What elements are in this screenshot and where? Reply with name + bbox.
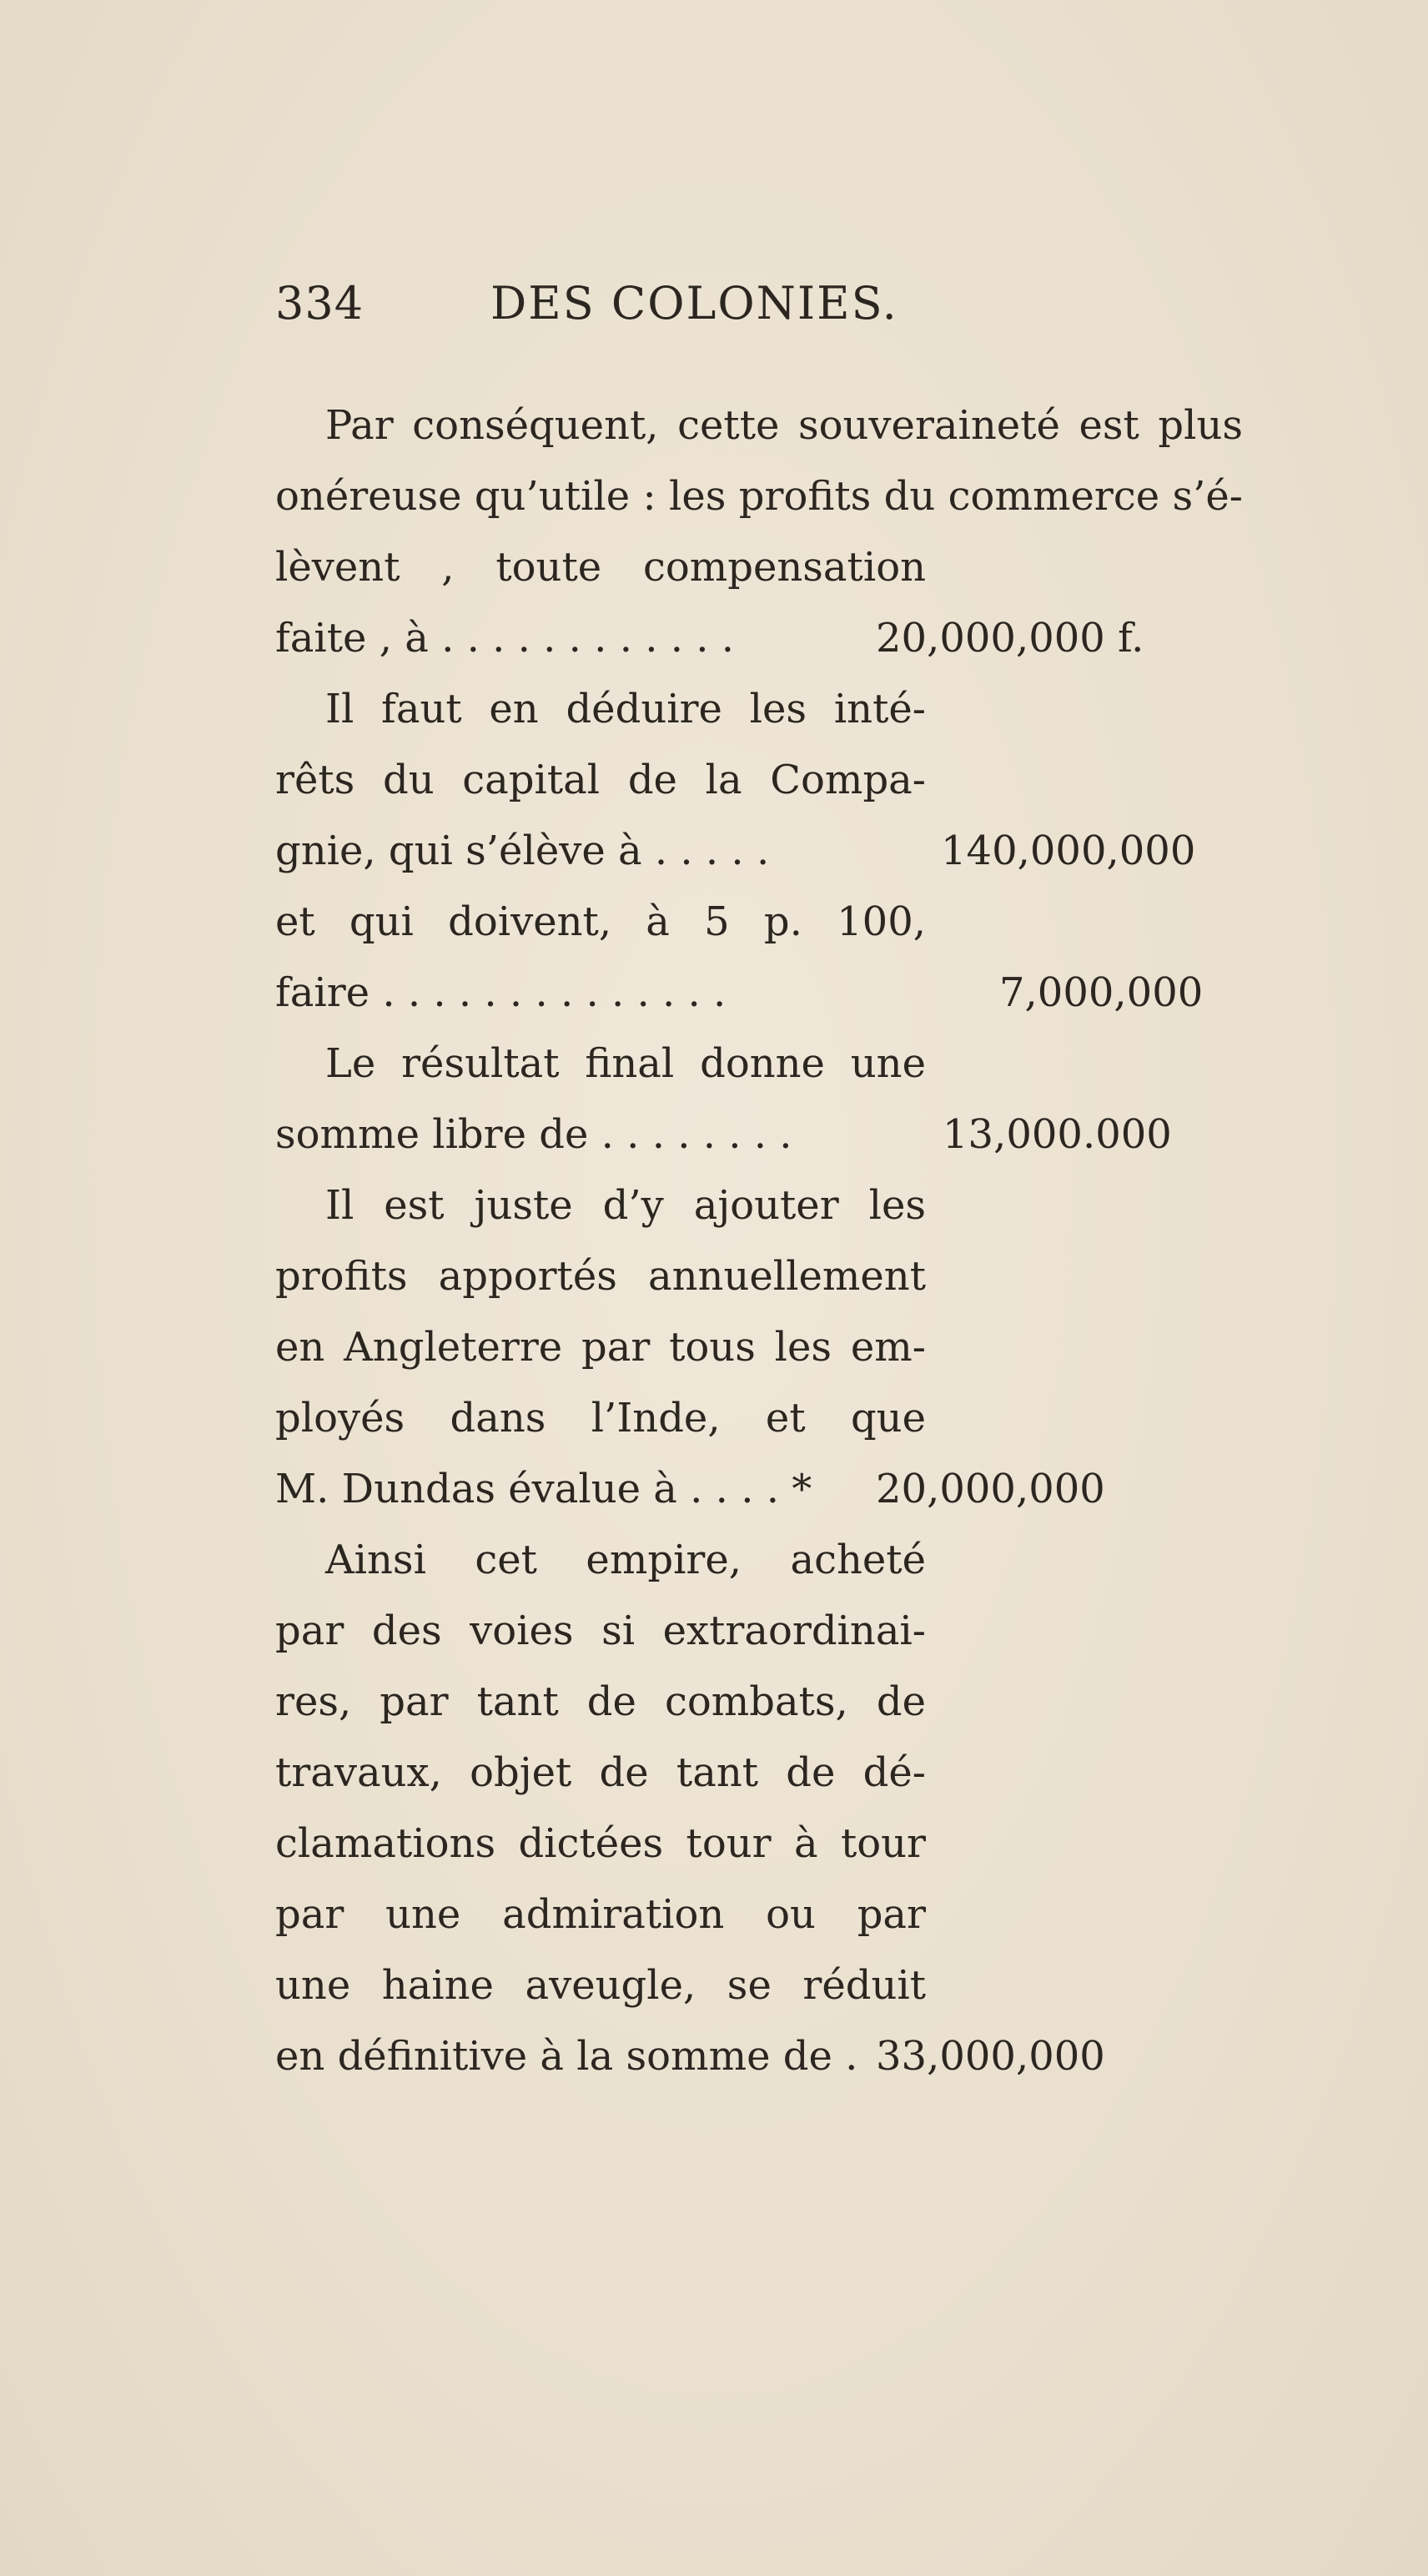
ledger-line: [275, 816, 1243, 887]
line-text: Il est juste d’y ajouter les: [325, 1182, 926, 1229]
line-text: travaux, objet de tant de dé-: [275, 1749, 926, 1796]
line-text: Le résultat final donne une: [325, 1040, 926, 1087]
text-line: [275, 1029, 1243, 1099]
line-text: et qui doivent, à 5 p. 100,: [275, 898, 926, 945]
line-text: gnie, qui s’élève à . . . . .: [275, 828, 770, 874]
ledger-line: [275, 603, 1243, 674]
line-text: Par conséquent, cette souveraineté est plus: [325, 402, 1243, 449]
text-line: [275, 532, 1243, 603]
text-line: [275, 1738, 1243, 1809]
text-line: [275, 1525, 1243, 1596]
text-line: [275, 887, 1243, 958]
amount: 7,000,000: [999, 969, 1204, 1016]
amount: 20,000,000 f.: [876, 615, 1144, 662]
line-text: faite , à . . . . . . . . . . . .: [275, 615, 735, 662]
line-text: Il faut en déduire les inté-: [325, 686, 926, 732]
amount: 20,000,000: [876, 1466, 1105, 1512]
text-line: [275, 1879, 1243, 1950]
text-line: [275, 745, 1243, 816]
text-line: [275, 1312, 1243, 1383]
text-line: [275, 1809, 1243, 1879]
line-text: une haine aveugle, se réduit: [275, 1962, 926, 2009]
amount: 140,000,000: [941, 828, 1196, 874]
line-text: par des voies si extraordinai-: [275, 1607, 926, 1654]
line-text: faire . . . . . . . . . . . . . .: [275, 969, 727, 1016]
text-line: [275, 1383, 1243, 1454]
line-text: profits apportés annuellement: [275, 1253, 926, 1300]
text-line: [275, 1950, 1243, 2021]
line-text: lèvent , toute compensation: [275, 544, 926, 591]
ledger-line: [275, 2021, 1243, 2092]
text-line: [275, 390, 1243, 461]
line-text: Ainsi cet empire, acheté: [325, 1537, 926, 1583]
amount: 33,000,000: [876, 2033, 1105, 2080]
line-text: par une admiration ou par: [275, 1891, 926, 1938]
ledger-line: [275, 958, 1243, 1029]
text-line: [275, 674, 1243, 745]
line-text: ployés dans l’Inde, et que: [275, 1395, 926, 1441]
page-number: 334: [275, 277, 365, 330]
line-text: M. Dundas évalue à . . . . *: [275, 1466, 812, 1512]
line-text: somme libre de . . . . . . . .: [275, 1111, 792, 1158]
text-line: [275, 1667, 1243, 1738]
body-text: [275, 390, 1243, 2092]
line-text: rêts du capital de la Compa-: [275, 757, 926, 803]
ledger-line: [275, 1454, 1243, 1525]
line-text: clamations dictées tour à tour: [275, 1820, 926, 1867]
amount: 13,000.000: [943, 1111, 1172, 1158]
text-line: [275, 1596, 1243, 1667]
chapter-title: DES COLONIES.: [490, 277, 898, 330]
line-text: en définitive à la somme de .: [275, 2033, 858, 2080]
line-text: onéreuse qu’utile : les profits du commerce s’é-: [275, 473, 1243, 520]
line-text: en Angleterre par tous les em-: [275, 1324, 926, 1371]
line-text: res, par tant de combats, de: [275, 1678, 926, 1725]
text-line: [275, 1241, 1243, 1312]
text-line: [275, 461, 1243, 532]
running-head: [275, 277, 1109, 344]
ledger-line: [275, 1099, 1243, 1170]
text-line: [275, 1170, 1243, 1241]
